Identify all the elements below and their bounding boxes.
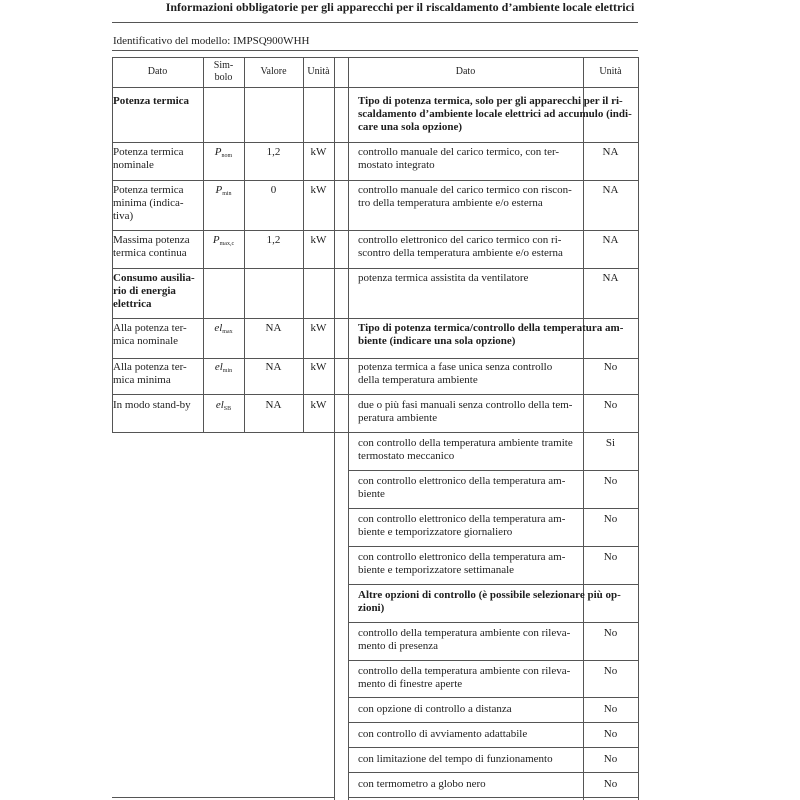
row-divider: [348, 584, 638, 585]
option-label: controllo manuale del carico termico, con ter- mostato integrato: [358, 146, 560, 171]
param-value: 0: [270, 184, 277, 196]
row-divider: [112, 432, 638, 433]
param-value: NA: [265, 361, 282, 373]
option-label: controllo della temperatura ambiente con rileva- mento di finestre aperte: [358, 665, 571, 690]
row-divider: [112, 180, 638, 181]
option-label: controllo della temperatura ambiente con rileva- mento di presenza: [358, 627, 571, 652]
column-divider: [334, 57, 335, 800]
symbol-subscript: min: [222, 368, 233, 374]
option-value: No: [603, 665, 618, 677]
option-value: No: [603, 778, 618, 790]
option-value: No: [603, 513, 618, 525]
param-symbol: [203, 399, 244, 416]
row-divider: [348, 546, 638, 547]
param-value: 1,2: [266, 234, 281, 246]
option-label: con opzione di controllo a distanza: [358, 703, 512, 715]
row-divider: [112, 142, 638, 143]
param-unit: kW: [310, 184, 327, 196]
symbol-subscript: max,c: [219, 241, 235, 247]
row-divider: [112, 22, 638, 23]
option-value: No: [603, 551, 618, 563]
row-divider: [112, 358, 638, 359]
section-consumo-ausiliario: Consumo ausilia- rio di energia elettrica: [113, 272, 195, 310]
row-divider: [112, 797, 334, 798]
option-label: potenza termica assistita da ventilatore: [358, 272, 529, 284]
option-value: NA: [602, 146, 619, 158]
option-label: potenza termica a fase unica senza controllo della temperatura ambiente: [358, 361, 553, 386]
option-label: controllo manuale del carico termico con riscon- tro della temperatura ambiente e/o esterna: [358, 184, 572, 209]
option-label: con controllo della temperatura ambiente tramite termostato meccanico: [358, 437, 573, 462]
symbol-main: el: [215, 399, 224, 411]
option-value: No: [603, 753, 618, 765]
symbol-subscript: min: [222, 191, 232, 197]
row-divider: [348, 470, 638, 471]
option-value: No: [603, 361, 618, 373]
param-unit: kW: [310, 234, 327, 246]
header-dato-right: Dato: [455, 66, 476, 77]
option-value: NA: [602, 272, 619, 284]
model-identifier: [113, 35, 309, 47]
option-value: Si: [605, 437, 616, 449]
row-divider: [348, 772, 638, 773]
param-value: 1,2: [266, 146, 281, 158]
row-divider: [348, 747, 638, 748]
param-label: Potenza termica minima (indica- tiva): [113, 184, 184, 222]
symbol-main: el: [214, 361, 223, 373]
header-simbolo: Sim- bolo: [213, 60, 234, 83]
option-label: con controllo elettronico della temperatura am- biente e temporizzatore settimanale: [358, 551, 566, 576]
param-symbol: [203, 322, 244, 339]
row-divider: [112, 394, 638, 395]
column-divider: [638, 57, 639, 800]
param-label: Potenza termica nominale: [113, 146, 184, 171]
param-unit: kW: [310, 361, 327, 373]
row-divider: [112, 318, 638, 319]
param-symbol: [203, 361, 244, 378]
param-symbol: [203, 234, 244, 251]
param-value: NA: [265, 322, 282, 334]
header-unita-left: Unità: [307, 66, 330, 77]
symbol-main: P: [215, 184, 223, 196]
symbol-subscript: SB: [223, 406, 232, 412]
section-controllo-temperatura: Tipo di potenza termica/controllo della temperatura am- biente (indicare una sola opzione): [358, 322, 624, 347]
param-symbol: [203, 146, 244, 163]
option-label: con limitazione del tempo di funzionamento: [358, 753, 553, 765]
option-value: No: [603, 475, 618, 487]
symbol-subscript: nom: [221, 153, 233, 159]
row-divider: [348, 660, 638, 661]
param-value: NA: [265, 399, 282, 411]
row-divider: [112, 268, 638, 269]
row-divider: [348, 508, 638, 509]
param-unit: kW: [310, 399, 327, 411]
row-divider: [348, 797, 638, 798]
header-unita-right: Unità: [599, 66, 622, 77]
option-label: con controllo elettronico della temperatura am- biente e temporizzatore giornaliero: [358, 513, 566, 538]
symbol-main: el: [214, 322, 223, 334]
option-value: No: [603, 728, 618, 740]
option-value: NA: [602, 184, 619, 196]
param-label: Alla potenza ter- mica minima: [113, 361, 187, 386]
option-value: NA: [602, 234, 619, 246]
option-label: con controllo elettronico della temperatura am- biente: [358, 475, 566, 500]
row-divider: [112, 87, 638, 88]
option-value: No: [603, 627, 618, 639]
document-title: Informazioni obbligatorie per gli apparecchi per il riscaldamento d’ambiente locale elettrici: [165, 0, 635, 14]
column-divider: [583, 57, 584, 800]
option-label: controllo elettronico del carico termico con ri- scontro della temperatura ambiente e/o esterna: [358, 234, 563, 259]
model-value: IMPSQ900WHH: [233, 35, 310, 47]
option-label: due o più fasi manuali senza controllo della tem- peratura ambiente: [358, 399, 573, 424]
row-divider: [112, 230, 638, 231]
option-label: con controllo di avviamento adattabile: [358, 728, 528, 740]
param-unit: kW: [310, 322, 327, 334]
model-label: Identificativo del modello:: [113, 35, 231, 47]
option-value: No: [603, 703, 618, 715]
header-valore: Valore: [260, 66, 287, 77]
symbol-main: P: [212, 234, 220, 246]
option-label: con termometro a globo nero: [358, 778, 486, 790]
row-divider: [348, 622, 638, 623]
column-divider: [348, 57, 349, 800]
row-divider: [112, 57, 638, 58]
symbol-main: P: [214, 146, 222, 158]
param-label: Alla potenza ter- mica nominale: [113, 322, 187, 347]
section-altre-opzioni: Altre opzioni di controllo (è possibile selezionare più op- zioni): [358, 589, 621, 614]
param-unit: kW: [310, 146, 327, 158]
section-tipo-potenza: Tipo di potenza termica, solo per gli apparecchi per il ri- scaldamento d’ambiente locale elettrici ad accumulo (indi- care una sola opzione): [358, 95, 632, 133]
row-divider: [112, 50, 638, 51]
param-symbol: [203, 184, 244, 201]
symbol-subscript: max: [222, 329, 233, 335]
section-potenza-termica: Potenza termica: [113, 95, 190, 107]
param-label: In modo stand-by: [113, 399, 191, 411]
row-divider: [348, 697, 638, 698]
param-label: Massima potenza termica continua: [113, 234, 190, 259]
row-divider: [348, 722, 638, 723]
header-dato-left: Dato: [147, 66, 168, 77]
option-value: No: [603, 399, 618, 411]
